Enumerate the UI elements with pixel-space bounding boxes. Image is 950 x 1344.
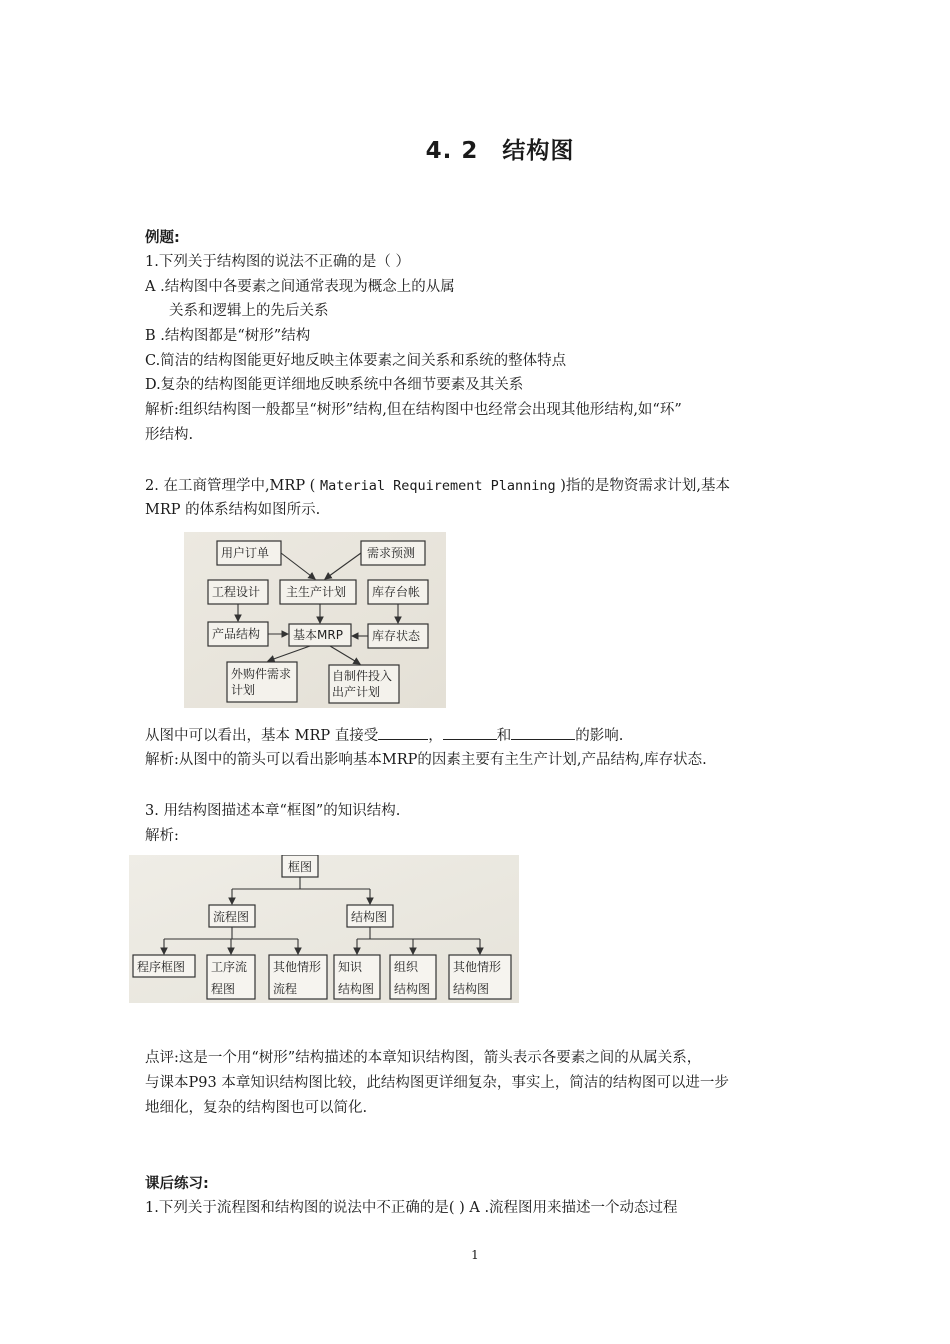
- q2-stem-cont: MRP 的体系结构如图所示.: [145, 502, 321, 518]
- homework-heading: 课后练习:: [145, 1176, 209, 1192]
- q2-stem: 2. 在工商管理学中,MRP ( Material Requirement Planning )指的是物资需求计划,基本: [145, 478, 731, 494]
- q3-comment: 点评:这是一个用“树形”结构描述的本章知识结构图，箭头表示各要素之间的从属关系，: [145, 1050, 702, 1066]
- q3-comment-cont-2: 地细化，复杂的结构图也可以简化.: [145, 1100, 368, 1116]
- q1-option-c: C.简洁的结构图能更好地反映主体要素之间关系和系统的整体特点: [145, 353, 567, 369]
- label-basic-mrp: 基本MRP: [293, 628, 343, 642]
- q1-option-a: A .结构图中各要素之间通常表现为概念上的从属: [145, 279, 455, 295]
- label-other-flow-2: 流程: [273, 982, 298, 996]
- label-org-2: 结构图: [394, 982, 431, 996]
- label-outsourced-2: 计划: [231, 683, 256, 697]
- q2-answer: 解析:从图中的箭头可以看出影响基本MRP的因素主要有主生产计划,产品结构,库存状态.: [145, 752, 707, 768]
- page-number: 1: [471, 1248, 479, 1262]
- label-master-plan: 主生产计划: [286, 585, 347, 599]
- label-other-flow-1: 其他情形: [273, 960, 322, 974]
- knowledge-tree-diagram: [129, 855, 519, 1003]
- label-outsourced-1: 外购件需求: [231, 667, 292, 681]
- label-selfmade-1: 自制件投入: [332, 669, 393, 683]
- q1-option-a-cont: 关系和逻辑上的先后关系: [169, 303, 329, 319]
- q3-answer-label: 解析:: [145, 828, 179, 844]
- q3-stem: 3. 用结构图描述本章“框图”的知识结构.: [145, 803, 401, 819]
- label-inventory-ledger: 库存台帐: [372, 585, 421, 599]
- q1-stem: 1.下列关于结构图的说法不正确的是（ ）: [145, 254, 410, 270]
- q1-answer-cont: 形结构.: [145, 427, 194, 443]
- label-org-1: 组织: [394, 960, 419, 974]
- label-eng-design: 工程设计: [212, 585, 261, 599]
- label-flow: 流程图: [213, 910, 250, 924]
- label-selfmade-2: 出产计划: [332, 685, 381, 699]
- label-process-1: 工序流: [211, 960, 248, 974]
- label-user-order: 用户订单: [221, 546, 270, 560]
- blank-1: [378, 725, 428, 740]
- page-title: 4. 2 结构图: [425, 138, 575, 164]
- label-struct: 结构图: [351, 910, 388, 924]
- label-other-struct-2: 结构图: [453, 982, 490, 996]
- label-program: 程序框图: [137, 960, 186, 974]
- label-knowledge-2: 结构图: [338, 982, 375, 996]
- mrp-diagram: [184, 532, 446, 708]
- label-process-2: 程图: [211, 982, 236, 996]
- label-root: 框图: [288, 860, 313, 874]
- q3-comment-cont-1: 与课本P93 本章知识结构图比较，此结构图更详细复杂，事实上，简洁的结构图可以进一步: [145, 1075, 729, 1091]
- label-demand-forecast: 需求预测: [367, 546, 416, 560]
- q2-fill-in: 从图中可以看出，基本 MRP 直接受 ， 和 的影响.: [145, 725, 623, 746]
- blank-3: [511, 725, 575, 740]
- label-knowledge-1: 知识: [338, 960, 363, 974]
- label-other-struct-1: 其他情形: [453, 960, 502, 974]
- blank-2: [443, 725, 497, 740]
- homework-q1: 1.下列关于流程图和结构图的说法中不正确的是( ) A .流程图用来描述一个动态过程: [145, 1200, 678, 1216]
- examples-heading: 例题:: [145, 230, 180, 246]
- q1-option-b: B .结构图都是“树形”结构: [145, 328, 311, 344]
- label-inventory-status: 库存状态: [372, 629, 421, 643]
- label-product-structure: 产品结构: [212, 627, 261, 641]
- q1-option-d: D.复杂的结构图能更详细地反映系统中各细节要素及其关系: [145, 377, 524, 393]
- q1-answer: 解析:组织结构图一般都呈“树形”结构,但在结构图中也经常会出现其他形结构,如“环”: [145, 402, 682, 418]
